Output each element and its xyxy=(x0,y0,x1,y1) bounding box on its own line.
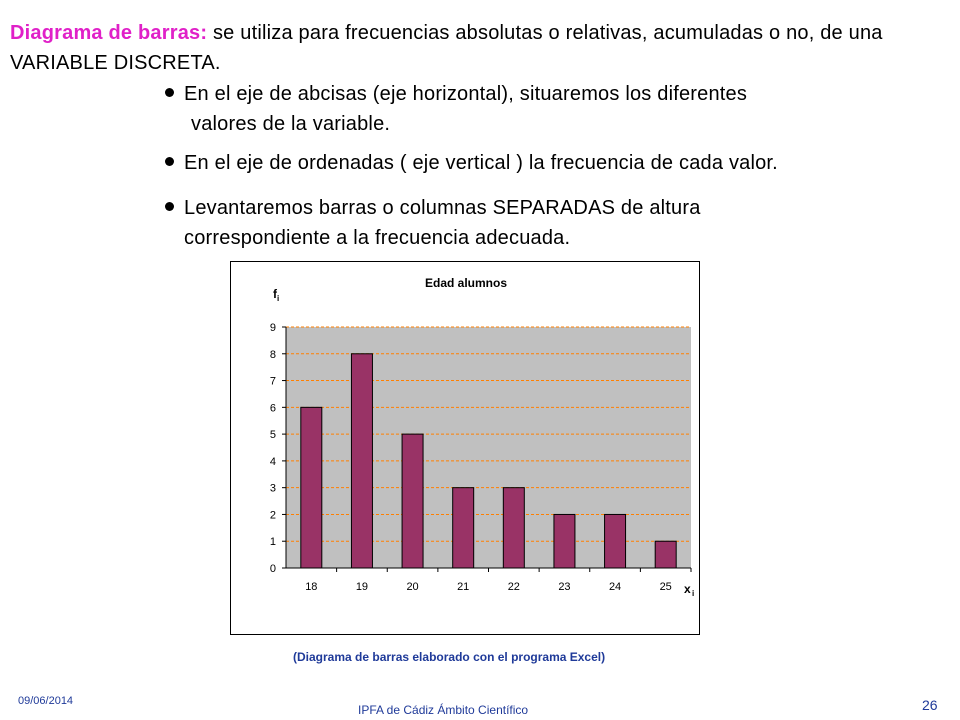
y-tick-label: 5 xyxy=(269,429,276,442)
y-tick-label: 4 xyxy=(269,455,276,468)
heading-lead: Diagrama de barras: xyxy=(10,22,208,44)
y-tick-label: 0 xyxy=(269,563,276,575)
bar xyxy=(503,488,524,568)
x-tick-label: 19 xyxy=(355,581,369,593)
bar xyxy=(402,434,423,568)
bullet-line: Levantaremos barras o columnas SEPARADAS de altura xyxy=(184,197,701,219)
footer-date: 09/06/2014 xyxy=(18,695,74,707)
bar xyxy=(605,514,626,568)
bullet-line: valores de la variable. xyxy=(191,113,391,135)
y-tick-label: 9 xyxy=(269,322,276,334)
plot-area xyxy=(286,327,691,568)
y-axis-label: f xyxy=(273,287,277,301)
x-tick-label: 20 xyxy=(406,581,419,593)
bullet-dot-icon xyxy=(165,157,174,166)
chart-svg xyxy=(231,262,701,636)
bullet-ordenadas xyxy=(165,148,925,178)
y-tick-label: 1 xyxy=(269,536,276,549)
y-tick-label: 2 xyxy=(269,509,276,522)
chart-caption: (Diagrama de barras elaborado con el programa Excel) xyxy=(293,650,606,664)
bar xyxy=(554,514,575,568)
x-tick-label: 24 xyxy=(608,581,622,593)
page-number: 26 xyxy=(922,697,938,713)
x-tick-label: 22 xyxy=(507,581,520,593)
footer-center: IPFA de Cádiz Ámbito Científico xyxy=(358,703,529,717)
slide-heading xyxy=(10,18,930,78)
x-axis-label: x xyxy=(684,582,691,596)
x-tick-label: 18 xyxy=(305,581,318,593)
y-tick-label: 3 xyxy=(269,482,276,495)
x-tick-label: 23 xyxy=(558,581,571,593)
bullet-dot-icon xyxy=(165,88,174,97)
bullet-barras xyxy=(165,193,865,253)
x-tick-label: 21 xyxy=(457,581,470,593)
bar xyxy=(655,541,676,568)
heading-text: se utiliza para frecuencias absolutas o relativas, acumuladas o no, de una VARIABLE DISCRETA. xyxy=(10,22,883,74)
bullet-abcisas xyxy=(165,79,885,139)
bullet-line: En el eje de abcisas (eje horizontal), situaremos los diferentes xyxy=(184,83,748,105)
bar xyxy=(301,407,322,568)
bullet-dot-icon xyxy=(165,202,174,211)
y-tick-label: 8 xyxy=(269,348,276,361)
bar-chart xyxy=(230,261,700,635)
y-axis-label-sub: i xyxy=(277,294,280,303)
x-tick-label: 25 xyxy=(659,581,672,593)
chart-title: Edad alumnos xyxy=(424,276,508,290)
bar xyxy=(351,354,372,568)
x-axis-label-sub: i xyxy=(692,589,695,598)
bullet-line: En el eje de ordenadas ( eje vertical ) la frecuencia de cada valor. xyxy=(184,152,778,174)
y-tick-label: 6 xyxy=(269,402,276,415)
bullet-line: correspondiente a la frecuencia adecuada. xyxy=(184,227,571,249)
bar xyxy=(453,488,474,568)
y-tick-label: 7 xyxy=(269,375,276,388)
